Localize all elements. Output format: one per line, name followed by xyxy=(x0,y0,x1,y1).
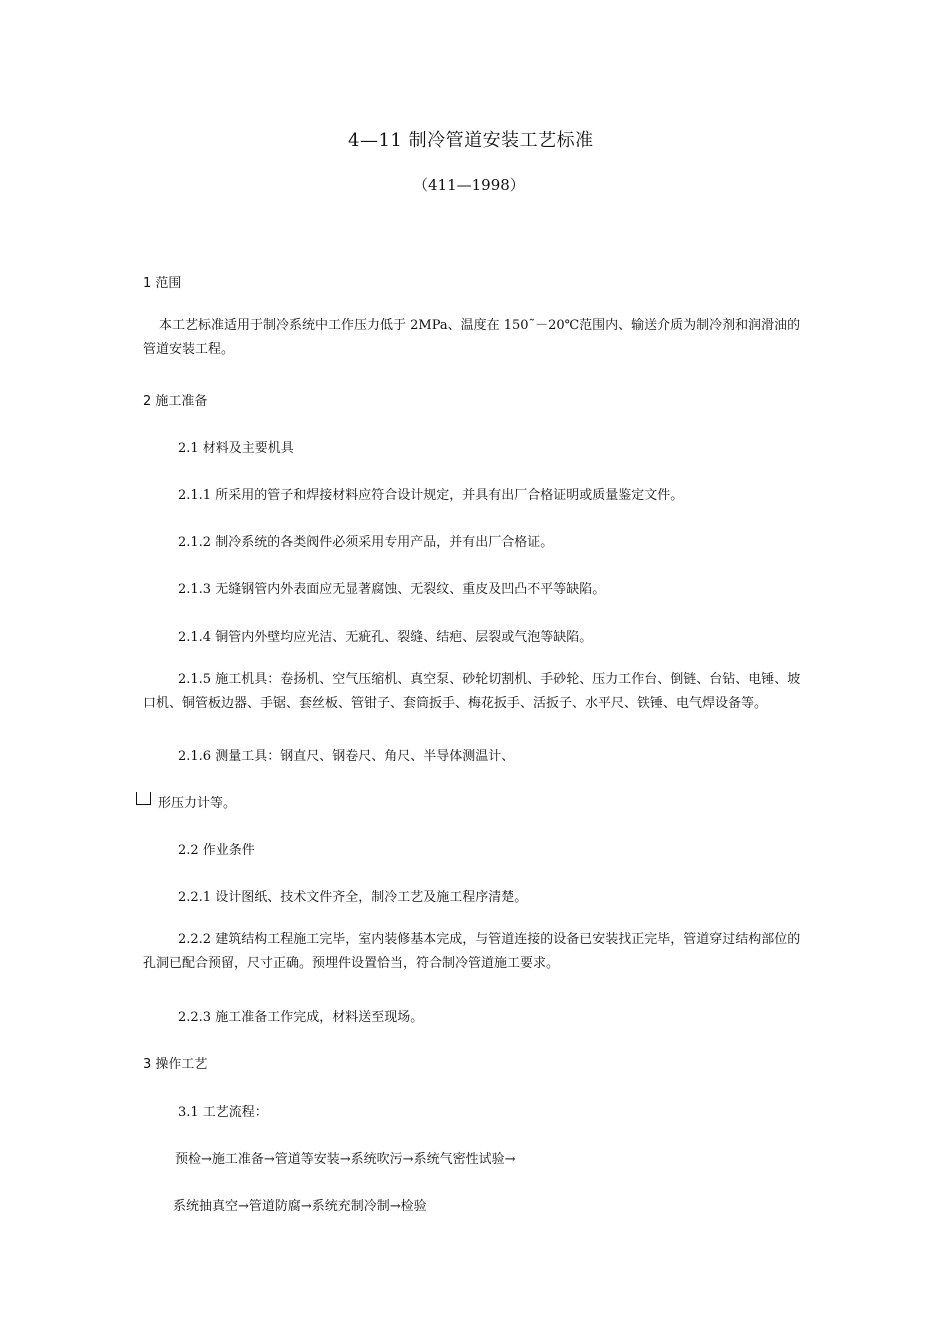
clause-2-1-3: 2.1.3 无缝钢管内外表面应无显著腐蚀、无裂纹、重皮及凹凸不平等缺陷。 xyxy=(178,582,606,597)
clause-2-2-2: 2.2.2 建筑结构工程施工完毕，室内装修基本完成，与管道连接的设备已安装找正完毕，管道穿过结构部位的孔洞已配合预留，尺寸正确。预埋件设置恰当，符合制冷管道施工要求。 xyxy=(143,932,801,971)
process-flow-line-2: 系统抽真空→管道防腐→系统充制冷制→检验 xyxy=(173,1199,427,1214)
process-flow-line-1: 预检→施工准备→管道等安装→系统吹污→系统气密性试验→ xyxy=(175,1152,516,1167)
subsection-2-2: 2.2 作业条件 xyxy=(178,843,255,858)
subsection-3-1: 3.1 工艺流程： xyxy=(178,1105,268,1120)
clause-2-1-4: 2.1.4 铜管内外壁均应光洁、无疵孔、裂缝、结疤、层裂或气泡等缺陷。 xyxy=(178,630,593,645)
clause-2-1-2: 2.1.2 制冷系统的各类阀件必须采用专用产品，并有出厂合格证。 xyxy=(178,535,554,550)
clause-2-1-1: 2.1.1 所采用的管子和焊接材料应符合设计规定，并具有出厂合格证明或质量鉴定文件。 xyxy=(178,488,684,503)
subsection-2-1: 2.1 材料及主要机具 xyxy=(178,441,294,456)
clause-2-2-3: 2.2.3 施工准备工作完成，材料送至现场。 xyxy=(178,1010,424,1025)
clause-2-1-6: 2.1.6 测量工具：钢直尺、钢卷尺、角尺、半导体测温计、 xyxy=(178,749,515,764)
standard-code: （411—1998） xyxy=(413,176,525,194)
section-1-text: 本工艺标准适用于制冷系统中工作压力低于 2MPa、温度在 150˜－20℃范围内、输送介质为制冷剂和润滑油的管道安装工程。 xyxy=(143,318,801,357)
clause-2-1-6-continued: 形压力计等。 xyxy=(158,796,237,811)
document-title: 4—11 制冷管道安装工艺标准 xyxy=(348,130,594,151)
section-3-heading: 3 操作工艺 xyxy=(143,1057,208,1072)
clause-2-2-1: 2.2.1 设计图纸、技术文件齐全，制冷工艺及施工程序清楚。 xyxy=(178,890,528,905)
section-1-heading: 1 范围 xyxy=(143,276,182,291)
u-shape-icon xyxy=(136,792,151,805)
section-2-heading: 2 施工准备 xyxy=(143,394,208,409)
clause-2-1-5: 2.1.5 施工机具：卷扬机、空气压缩机、真空泵、砂轮切割机、手砂轮、压力工作台、倒链、台钻、电锤、坡口机、铜管板边器、手锯、套丝板、管钳子、套筒扳手、梅花扳手、活扳子、水平尺、铁锤、电气焊设备等。 xyxy=(143,672,801,711)
